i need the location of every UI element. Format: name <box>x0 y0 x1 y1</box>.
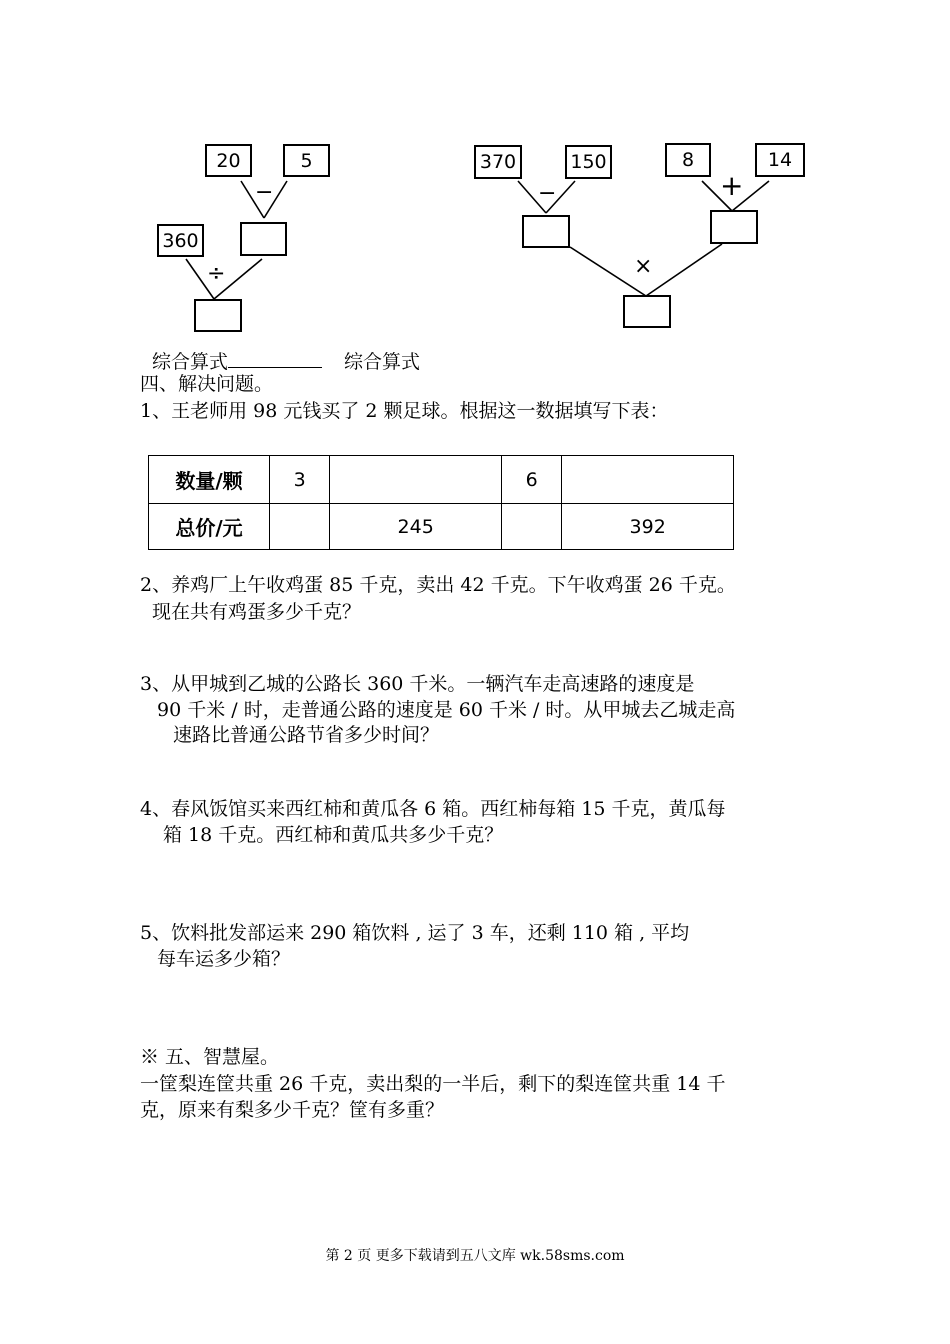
question-2-line-2: 现在共有鸡蛋多少千克？ <box>152 601 362 623</box>
d1-box-20: 20 <box>205 144 252 177</box>
section5-line-1: 一筐梨连筐共重 26 千克，卖出梨的一半后，剩下的梨连筐共重 14 千 <box>140 1073 726 1095</box>
price-table <box>148 455 734 550</box>
d2-box-14: 14 <box>755 143 805 177</box>
section4-title: 四、解决问题。 <box>140 373 274 395</box>
formula-label-1: 综合算式 <box>152 351 229 373</box>
question-3-line-3: 速路比普通公路节省多少时间？ <box>173 724 440 746</box>
d2-box-8: 8 <box>665 143 711 177</box>
page-footer: 第 2 页 更多下载请到五八文库 wk.58sms.com <box>325 1248 625 1264</box>
d2-answer-box-3[interactable] <box>623 295 671 328</box>
section5-title: ※ 五、智慧屋。 <box>140 1046 280 1068</box>
question-3-line-1: 3、从甲城到乙城的公路长 360 千米。一辆汽车走高速路的速度是 <box>140 673 695 695</box>
question-1: 1、王老师用 98 元钱买了 2 颗足球。根据这一数据填写下表： <box>140 400 669 422</box>
d2-plus-sign: + <box>720 169 744 202</box>
table-row-total <box>149 504 734 550</box>
table-cell: 245 <box>330 504 502 550</box>
table-cell-blank[interactable] <box>270 504 330 550</box>
question-3-line-2: 90 千米 / 时，走普通公路的速度是 60 千米 / 时。从甲城去乙城走高 <box>157 699 736 721</box>
d2-answer-box-2[interactable] <box>710 210 758 244</box>
formula-label-2: 综合算式 <box>344 351 421 373</box>
d1-box-5: 5 <box>283 144 330 177</box>
d2-answer-box-1[interactable] <box>522 215 570 248</box>
question-4-line-2: 箱 18 千克。西红柿和黄瓜共多少千克？ <box>163 824 504 846</box>
section5-line-2: 克，原来有梨多少千克？筐有多重？ <box>140 1099 445 1121</box>
formula-blank-1[interactable] <box>228 347 322 368</box>
table-header-quantity: 数量/颗 <box>149 456 270 504</box>
d1-answer-box-2[interactable] <box>194 299 242 332</box>
table-row-quantity <box>149 456 734 504</box>
question-5-line-1: 5、饮料批发部运来 290 箱饮料 , 运了 3 车，还剩 110 箱 , 平均 <box>140 922 690 944</box>
table-cell-blank[interactable] <box>330 456 502 504</box>
table-cell-blank[interactable] <box>562 456 734 504</box>
question-5-line-2: 每车运多少箱？ <box>157 948 291 970</box>
d1-box-360: 360 <box>157 224 204 257</box>
d1-divide-sign: ÷ <box>207 261 226 286</box>
d1-answer-box-1[interactable] <box>240 222 287 256</box>
question-4-line-1: 4、春风饭馆买来西红柿和黄瓜各 6 箱。西红柿每箱 15 千克，黄瓜每 <box>140 798 726 820</box>
d2-box-370: 370 <box>474 145 522 179</box>
d2-minus-sign: − <box>538 181 557 206</box>
table-cell: 3 <box>270 456 330 504</box>
question-2-line-1: 2、养鸡厂上午收鸡蛋 85 千克，卖出 42 千克。下午收鸡蛋 26 千克。 <box>140 574 736 596</box>
table-cell: 6 <box>501 456 561 504</box>
d1-minus-sign: − <box>255 180 274 205</box>
diagram-lines <box>0 0 950 360</box>
d2-box-150: 150 <box>565 145 612 179</box>
table-header-total: 总价/元 <box>149 504 270 550</box>
table-cell: 392 <box>562 504 734 550</box>
d2-times-sign: × <box>634 254 653 279</box>
line-d2-f <box>646 244 722 296</box>
table-cell-blank[interactable] <box>501 504 561 550</box>
